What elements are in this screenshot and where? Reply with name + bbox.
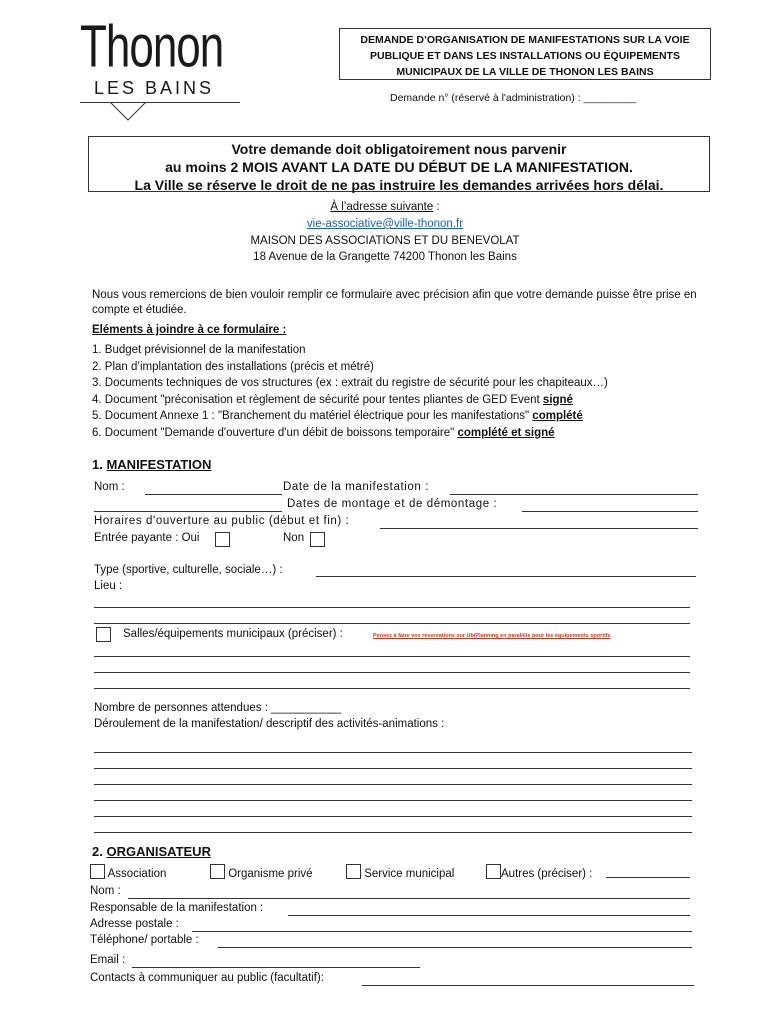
telephone-label: Téléphone/ portable : bbox=[90, 934, 199, 946]
deadline-notice bbox=[88, 136, 710, 192]
entree-oui-checkbox[interactable] bbox=[215, 532, 230, 548]
address-label-text: À l’adresse suivante bbox=[330, 201, 434, 213]
deroulement-input-line[interactable] bbox=[94, 784, 692, 785]
contacts-label: Contacts à communiquer au public (facultatif): bbox=[90, 972, 324, 984]
logo-sub-text: LES BAINS bbox=[94, 78, 215, 98]
manif-date-label: Date de la manifestation : bbox=[283, 481, 430, 493]
manif-nom-label: Nom : bbox=[94, 481, 125, 493]
deroulement-input-line[interactable] bbox=[94, 752, 692, 753]
form-title-line: DEMANDE D’ORGANISATION DE MANIFESTATIONS SUR LA VOIE bbox=[360, 34, 690, 46]
salles-input-line[interactable] bbox=[94, 688, 690, 689]
horaires-label: Horaires d'ouverture au public (début et fin) : bbox=[94, 515, 350, 527]
form-title-line: PUBLIQUE ET DANS LES INSTALLATIONS OU ÉQUIPEMENTS bbox=[370, 50, 680, 62]
type-prive-option[interactable]: Organisme privé bbox=[210, 864, 313, 880]
org-nom-input[interactable] bbox=[128, 898, 690, 899]
logo-main-text: Thonon bbox=[80, 13, 224, 81]
salles-checkbox[interactable] bbox=[96, 627, 111, 643]
type-input[interactable] bbox=[316, 576, 696, 577]
manif-nom-input[interactable] bbox=[145, 494, 282, 495]
deroulement-input-line[interactable] bbox=[94, 816, 692, 817]
nombre-label: Nombre de personnes attendues : ___________ bbox=[94, 702, 342, 714]
autres-input[interactable] bbox=[606, 877, 690, 878]
manif-nom-continuation[interactable] bbox=[94, 511, 282, 512]
ubiplanning-note: Pensez à faire vos réservations sur UbiPlanning en parallèle pour les équipements sportifs bbox=[373, 633, 611, 639]
contacts-input[interactable] bbox=[362, 985, 694, 986]
salles-input-line[interactable] bbox=[94, 656, 690, 657]
type-label: Type (sportive, culturelle, sociale…) : bbox=[94, 564, 283, 576]
intro-paragraph: Nous vous remercions de bien vouloir remplir ce formulaire avec précision afin que votre demande puisse être prise en compte et étudiée. bbox=[92, 289, 697, 316]
entree-non-label: Non bbox=[283, 532, 305, 544]
type-association-option[interactable]: Association bbox=[90, 864, 166, 880]
form-title-box bbox=[339, 28, 711, 80]
salles-label: Salles/équipements municipaux (préciser) : bbox=[123, 628, 343, 640]
address-label-colon: : bbox=[433, 201, 440, 213]
logo-chevron-icon bbox=[108, 102, 148, 124]
notice-line: Votre demande doit obligatoirement nous parvenir bbox=[231, 141, 567, 157]
list-item: 1. Budget prévisionnel de la manifestation bbox=[92, 344, 306, 356]
entree-non-checkbox[interactable] bbox=[310, 532, 325, 548]
thonon-logo bbox=[80, 13, 240, 128]
responsable-label: Responsable de la manifestation : bbox=[90, 902, 264, 914]
association-checkbox bbox=[90, 864, 105, 879]
deroulement-input-line[interactable] bbox=[94, 832, 692, 833]
list-item: 5. Document Annexe 1 : "Branchement du matériel électrique pour les manifestations" complété bbox=[92, 410, 583, 422]
contact-email-link[interactable]: vie-associative@ville-thonon.fr bbox=[306, 218, 464, 230]
list-item: 3. Documents techniques de vos structures (ex : extrait du registre de sécurité pour les chapiteaux…) bbox=[92, 377, 608, 389]
section2-heading: 2. ORGANISATEUR bbox=[92, 844, 211, 859]
lieu-input-line[interactable] bbox=[94, 607, 690, 608]
telephone-input[interactable] bbox=[218, 947, 692, 948]
form-title-line: MUNICIPAUX DE LA VILLE DE THONON LES BAINS bbox=[396, 66, 654, 78]
lieu-label: Lieu : bbox=[94, 580, 123, 592]
deroulement-input-line[interactable] bbox=[94, 800, 692, 801]
notice-line: La Ville se réserve le droit de ne pas instruire les demandes arrivées hors délai. bbox=[134, 177, 664, 193]
logo-divider bbox=[80, 102, 240, 103]
montage-label: Dates de montage et de démontage : bbox=[287, 498, 498, 510]
entree-oui-label: Entrée payante : Oui bbox=[94, 532, 200, 544]
deroulement-label: Déroulement de la manifestation/ descriptif des activités-animations : bbox=[94, 718, 445, 730]
address-street: 18 Avenue de la Grangette 74200 Thonon les Bains bbox=[253, 251, 517, 263]
list-item: 4. Document "préconisation et règlement de sécurité pour tentes pliantes de GED Event signé bbox=[92, 393, 573, 406]
adresse-label: Adresse postale : bbox=[90, 918, 179, 930]
org-nom-label: Nom : bbox=[90, 885, 121, 897]
type-autres-option[interactable]: Autres (préciser) : bbox=[486, 864, 592, 880]
autres-checkbox bbox=[486, 864, 501, 879]
address-label bbox=[0, 201, 770, 213]
notice-line: au moins 2 MOIS AVANT LA DATE DU DÉBUT DE LA MANIFESTATION. bbox=[165, 159, 633, 175]
lieu-input-line[interactable] bbox=[94, 623, 690, 624]
deroulement-input-line[interactable] bbox=[94, 768, 692, 769]
montage-input[interactable] bbox=[522, 511, 698, 512]
email-label: Email : bbox=[90, 954, 126, 966]
responsable-input[interactable] bbox=[288, 915, 690, 916]
prive-checkbox bbox=[210, 864, 225, 879]
section1-heading: 1. MANIFESTATION bbox=[92, 457, 212, 472]
salles-input-line[interactable] bbox=[94, 672, 690, 673]
attachments-heading: Eléments à joindre à ce formulaire : bbox=[92, 324, 287, 336]
municipal-checkbox bbox=[346, 864, 361, 879]
horaires-input[interactable] bbox=[380, 528, 698, 529]
adresse-input[interactable] bbox=[192, 931, 692, 932]
address-org: MAISON DES ASSOCIATIONS ET DU BENEVOLAT bbox=[250, 235, 520, 247]
email-input[interactable] bbox=[132, 967, 420, 968]
manif-date-input[interactable] bbox=[450, 494, 698, 495]
list-item: 2. Plan d’implantation des installations (précis et métré) bbox=[92, 360, 374, 373]
type-municipal-option[interactable]: Service municipal bbox=[346, 864, 454, 880]
demande-number: Demande n° (réservé à l'administration) : _________ bbox=[390, 92, 637, 104]
list-item: 6. Document "Demande d'ouverture d'un débit de boissons temporaire" complété et signé bbox=[92, 426, 555, 439]
attachments-list bbox=[92, 342, 608, 441]
